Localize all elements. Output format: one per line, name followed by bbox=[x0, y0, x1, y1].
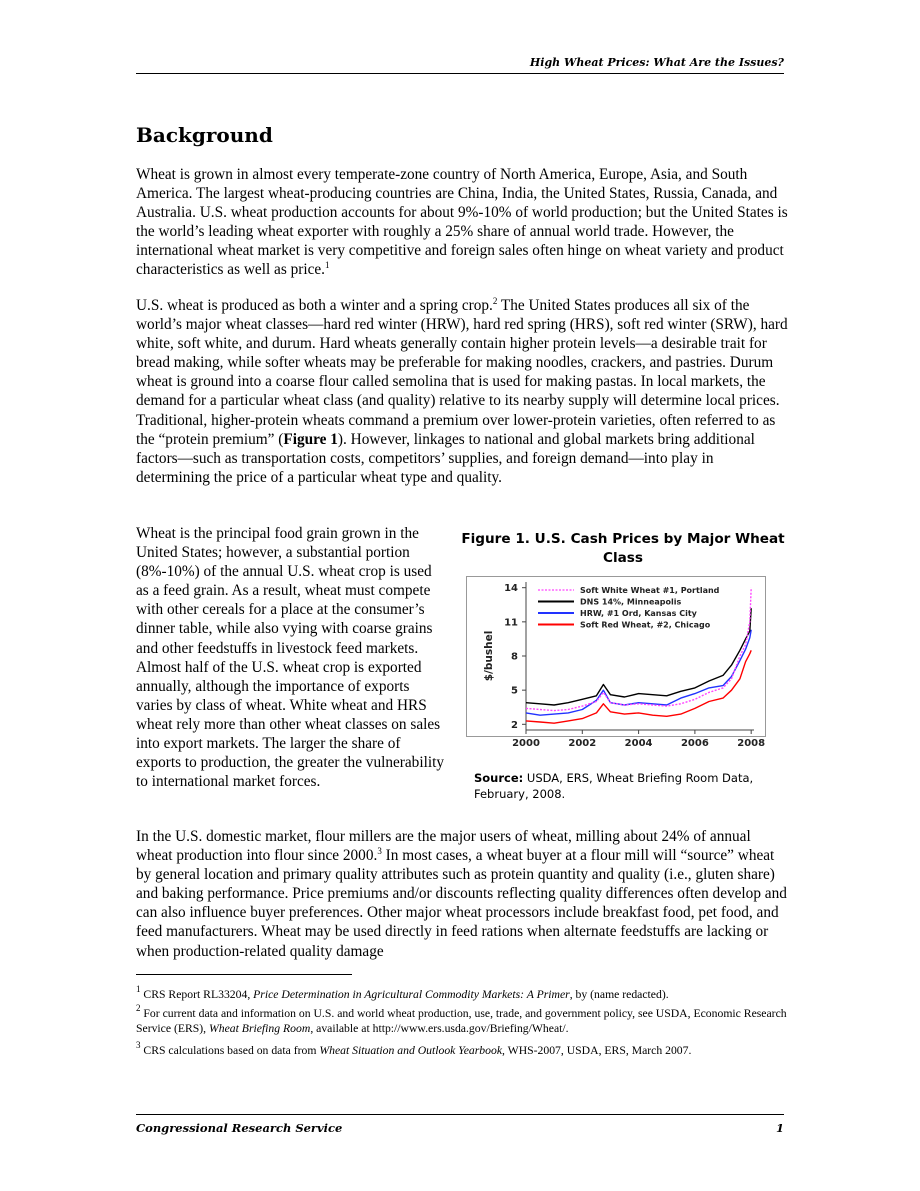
y-tick-label: 5 bbox=[511, 685, 518, 697]
figure-1 bbox=[456, 530, 790, 801]
legend-label: HRW, #1 Ord, Kansas City bbox=[580, 609, 697, 618]
y-tick-label: 8 bbox=[511, 651, 518, 663]
footnote-1-number: 1 bbox=[136, 984, 141, 994]
footnote-3-title: Wheat Situation and Outlook Yearbook bbox=[319, 1044, 503, 1057]
paragraph-2 bbox=[136, 296, 788, 487]
section-heading: Background bbox=[136, 123, 273, 147]
paragraph-3: Wheat is the principal food grain grown in the United States; however, a substantial portion (8%-10%) of the annual U.S. wheat crop is used as a feed grain. As a result, wheat must compete with other cereals for a place at the consumer’s dinner table, while also vying with coarse grains and other feedstuffs in livestock feed markets. Almost half of the U.S. wheat crop is exported annually, although the importance of exports varies by class of wheat. White wheat and HRS wheat rely more than other wheat classes on sales into export markets. The larger the share of exports to production, the greater the vulnerability to international market forces. bbox=[136, 525, 444, 791]
footnote-3 bbox=[136, 1040, 796, 1058]
footnote-3-text-b: , WHS-2007, USDA, ERS, March 2007. bbox=[502, 1044, 692, 1057]
footnote-2-text-a: For current data and information on U.S. and world wheat production, use, trade, and government policy, see USDA, Economic Research Service (ERS), bbox=[136, 1007, 787, 1035]
paragraph-4 bbox=[136, 827, 788, 961]
x-tick-label: 2006 bbox=[680, 738, 709, 749]
footnote-1-title: Price Determination in Agricultural Commodity Markets: A Primer bbox=[253, 988, 570, 1001]
footnote-ref-3: 3 bbox=[377, 846, 382, 857]
x-tick-label: 2000 bbox=[512, 738, 540, 749]
footnote-1-text-b: , by (name redacted). bbox=[569, 988, 669, 1001]
x-tick-label: 2008 bbox=[737, 738, 766, 749]
footnote-ref-2: 2 bbox=[492, 296, 498, 306]
figure-title: Figure 1. U.S. Cash Prices by Major Wheat Class bbox=[461, 531, 785, 566]
figure-source-text: USDA, ERS, Wheat Briefing Room Data, February, 2008. bbox=[474, 771, 754, 801]
y-tick-label: 2 bbox=[511, 719, 518, 731]
paragraph-1 bbox=[136, 165, 788, 280]
x-tick-label: 2004 bbox=[624, 738, 653, 749]
y-tick-label: 14 bbox=[504, 583, 518, 595]
footnote-3-text-a: CRS calculations based on data from bbox=[140, 1044, 320, 1057]
paragraph-2-text-c: ). However, linkages to national and global markets bring additional factors—such as transportation costs, competitors’ supplies, and foreign demand—into play in determining the price of a particular wheat type and quality. bbox=[136, 430, 755, 486]
page-number: 1 bbox=[775, 1121, 784, 1135]
footnote-3-number: 3 bbox=[136, 1040, 141, 1050]
figure-source-label: Source: bbox=[474, 771, 524, 785]
footnote-2-text-b: , available at http://www.ers.usda.gov/Briefing/Wheat/. bbox=[310, 1022, 569, 1035]
footnote-ref-1: 1 bbox=[325, 260, 330, 271]
running-header: High Wheat Prices: What Are the Issues? bbox=[529, 56, 784, 69]
legend-label: Soft White Wheat #1, Portland bbox=[580, 586, 720, 595]
legend-label: Soft Red Wheat, #2, Chicago bbox=[580, 620, 711, 630]
paragraph-4-text-b: In most cases, a wheat buyer at a flour mill will “source” wheat by general location and primary quality attributes such as protein quantity and quality (i.e., gluten share) and baking performance. Price premiums and/or discounts reflecting quality differences often develop and can also influence buyer preferences. Other major wheat processors include breakfast food, pet food, and feed manufacturers. Wheat may be used directly in feed rations when alternate feedstuffs are lacking or when production-related quality damage bbox=[136, 847, 787, 960]
figure-reference: Figure 1 bbox=[283, 430, 338, 448]
legend-label: DNS 14%, Minneapolis bbox=[580, 597, 682, 607]
y-tick-label: 11 bbox=[504, 617, 518, 629]
footnote-2 bbox=[136, 1003, 796, 1036]
x-tick-label: 2002 bbox=[568, 738, 597, 749]
footnote-rule bbox=[136, 974, 352, 975]
footnote-1 bbox=[136, 984, 796, 1002]
header-rule bbox=[136, 73, 784, 74]
footer-publisher: Congressional Research Service bbox=[136, 1121, 343, 1135]
footnote-2-title: Wheat Briefing Room bbox=[209, 1022, 311, 1035]
wheat-price-chart bbox=[466, 576, 766, 751]
y-axis-label: $/bushel bbox=[483, 630, 495, 682]
paragraph-4-text-a: In the U.S. domestic market, flour millers are the major users of wheat, milling about 24% of annual wheat production into flour since 2000. bbox=[136, 828, 751, 865]
footnote-2-number: 2 bbox=[136, 1003, 141, 1013]
paragraph-1-text: Wheat is grown in almost every temperate-zone country of North America, Europe, Asia, and South America. The largest wheat-producing countries are China, India, the United States, Russia, Canada, and Australia. U.S. wheat production accounts for about 9%-10% of world production; but the United States is the world’s leading wheat exporter with roughly a 25% share of annual world trade. However, the international wheat market is very competitive and foreign sales often hinge on wheat variety and product characteristics as well as price. bbox=[136, 166, 788, 279]
figure-source bbox=[474, 770, 784, 802]
paragraph-2-text-a: U.S. wheat is produced as both a winter and a spring crop. bbox=[136, 297, 493, 314]
footnote-1-text-a: CRS Report RL33204, bbox=[140, 988, 254, 1001]
paragraph-2-text-b: The United States produces all six of the world’s major wheat classes—hard red winter (HRW), hard red spring (HRS), soft red winter (SRW), hard white, soft white, and durum. Hard wheats generally contain higher protein levels—a desirable trait for bread making, while softer wheats may be preferable for making noodles, crackers, and pastries. Durum wheat is ground into a coarse flour called semolina that is used for making pastas. In local markets, the demand for a particular wheat class (and quality) relative to its nearby supply will determine local prices. Traditional, higher-protein wheats command a premium over lower-protein varieties, often referred to as the “protein premium” ( bbox=[136, 297, 788, 448]
footer-rule bbox=[136, 1114, 784, 1115]
